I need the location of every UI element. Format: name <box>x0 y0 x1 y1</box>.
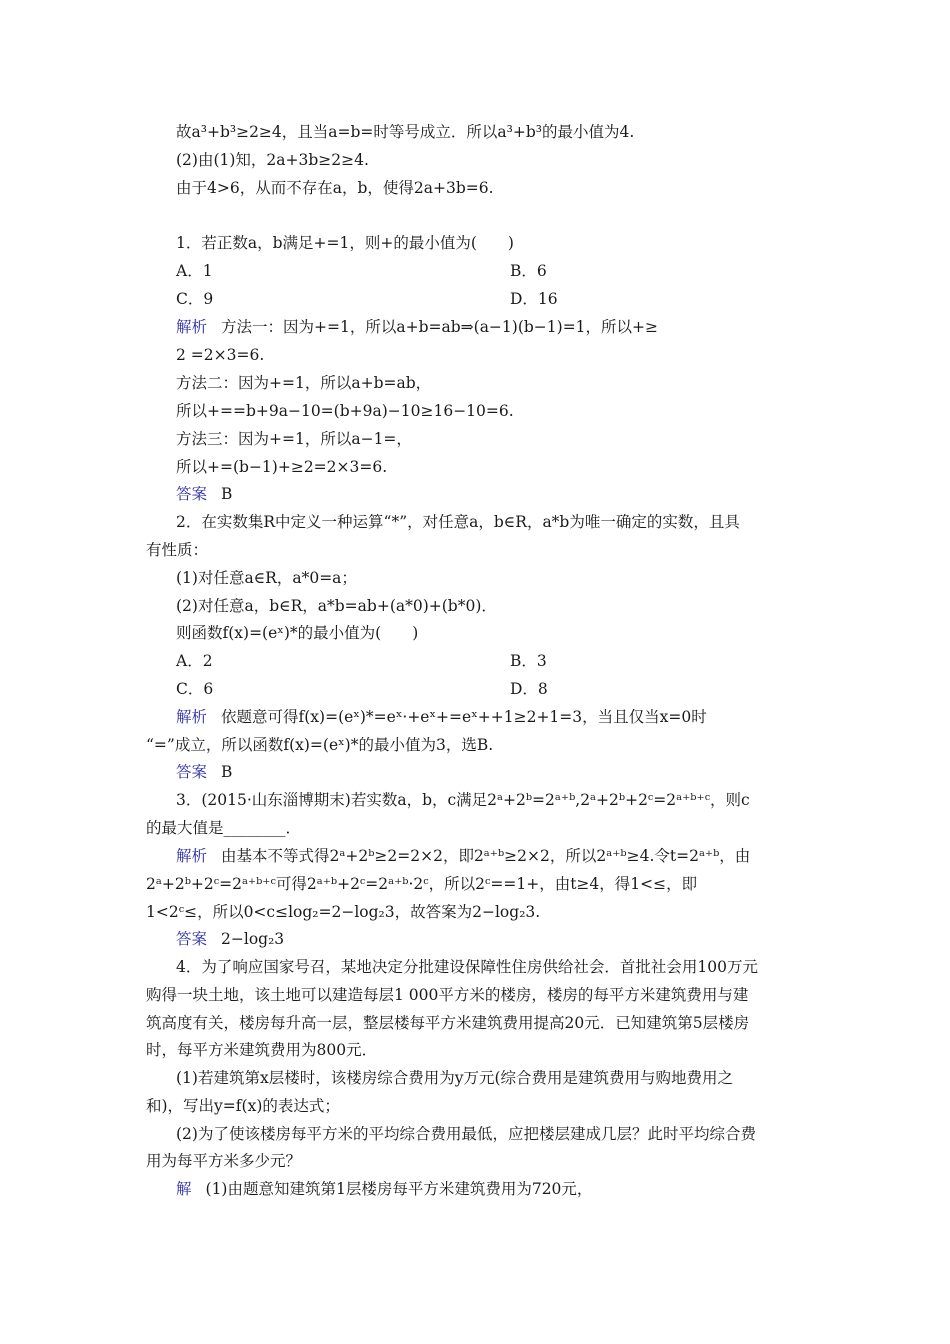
text-line: 1<2ᶜ≤，所以0<c≤log₂=2−log₂3，故答案为2−log₂3. <box>146 903 541 921</box>
text-line: (1)若建筑第x层楼时，该楼房综合费用为y万元(综合费用是建筑费用与购地费用之 <box>176 1069 734 1087</box>
answer-line <box>176 762 232 782</box>
question-2: 2．在实数集R中定义一种运算“*”，对任意a，b∈R，a*b为唯一确定的实数，且具 <box>176 513 740 531</box>
option-a: A．2 <box>176 652 213 670</box>
analysis-label: 解析 <box>176 708 208 726</box>
text-line: (2)对任意a，b∈R，a*b=ab+(a*0)+(b*0)． <box>176 597 497 615</box>
question-1: 1．若正数a，b满足+=1，则+的最小值为( ) <box>176 234 514 252</box>
text-line: 筑高度有关，楼房每升高一层，整层楼每平方米建筑费用提高20元．已知建筑第5层楼房 <box>146 1014 750 1032</box>
analysis-text: 方法一：因为+=1，所以a+b=ab⇒(a−1)(b−1)=1，所以+≥ <box>221 318 659 336</box>
analysis-label: 解析 <box>176 318 208 336</box>
text-line: (2)为了使该楼房每平方米的平均综合费用最低，应把楼层建成几层？此时平均综合费 <box>176 1125 756 1143</box>
option-b: B．3 <box>510 652 547 670</box>
question-4: 4．为了响应国家号召，某地决定分批建设保障性住房供给社会．首批社会用100万元 <box>176 958 758 976</box>
text-line: 的最大值是________． <box>146 819 302 837</box>
answer-label: 答案 <box>176 763 208 781</box>
text-line: 故a³+b³≥2≥4，且当a=b=时等号成立．所以a³+b³的最小值为4. <box>176 123 635 141</box>
text-line: 和)，写出y=f(x)的表达式； <box>146 1097 340 1115</box>
text-line: 由于4>6，从而不存在a，b，使得2a+3b=6. <box>176 179 494 197</box>
answer-text: B <box>221 485 233 503</box>
solution-line <box>176 1179 592 1199</box>
option-a: A．1 <box>176 262 213 280</box>
solution-text: (1)由题意知建筑第1层楼房每平方米建筑费用为720元， <box>205 1180 593 1198</box>
answer-line <box>176 929 284 949</box>
analysis-line <box>176 317 658 337</box>
text-line: 所以+==b+9a−10=(b+9a)−10≥16−10=6. <box>176 402 514 420</box>
analysis-label: 解析 <box>176 847 208 865</box>
option-c: C．9 <box>176 290 214 308</box>
answer-label: 答案 <box>176 930 208 948</box>
text-line: 方法三：因为+=1，所以a−1=， <box>176 430 412 448</box>
solution-label: 解 <box>176 1180 192 1198</box>
answer-line <box>176 484 232 504</box>
option-c: C．6 <box>176 680 214 698</box>
option-d: D．8 <box>510 680 548 698</box>
analysis-text: 由基本不等式得2ᵃ+2ᵇ≥2=2×2，即2ᵃ⁺ᵇ≥2×2，所以2ᵃ⁺ᵇ≥4.令t=2ᵃ⁺ᵇ，由 <box>221 847 751 865</box>
analysis-text: 依题意可得f(x)=(eˣ)*=eˣ·+eˣ+=eˣ++1≥2+1=3，当且仅当x=0时 <box>221 708 707 726</box>
text-line: 有性质： <box>146 541 209 559</box>
text-line: 2 =2×3=6. <box>176 346 265 364</box>
text-line: 时，每平方米建筑费用为800元． <box>146 1041 378 1059</box>
text-line: 用为每平方米多少元？ <box>146 1152 302 1170</box>
option-d: D．16 <box>510 290 558 308</box>
text-line: 方法二：因为+=1，所以a+b=ab， <box>176 374 432 392</box>
text-line: (1)对任意a∈R，a*0=a； <box>176 569 357 587</box>
answer-text: 2−log₂3 <box>221 930 285 948</box>
text-line: “=”成立，所以函数f(x)=(eˣ)*的最小值为3，选B. <box>146 736 494 754</box>
answer-label: 答案 <box>176 485 208 503</box>
text-line: 则函数f(x)=(eˣ)*的最小值为( ) <box>176 624 419 642</box>
text-line: 购得一块土地，该土地可以建造每层1 000平方米的楼房，楼房的每平方米建筑费用与建 <box>146 986 749 1004</box>
question-3: 3．(2015·山东淄博期末)若实数a，b，c满足2ᵃ+2ᵇ=2ᵃ⁺ᵇ,2ᵃ+2ᵇ+2ᶜ=2ᵃ⁺ᵇ⁺ᶜ，则c <box>176 791 750 809</box>
option-b: B．6 <box>510 262 547 280</box>
text-line: 所以+=(b−1)+≥2=2×3=6. <box>176 458 388 476</box>
text-line: (2)由(1)知，2a+3b≥2≥4. <box>176 151 369 169</box>
analysis-line <box>176 707 707 727</box>
analysis-line <box>176 846 750 866</box>
text-line: 2ᵃ+2ᵇ+2ᶜ=2ᵃ⁺ᵇ⁺ᶜ可得2ᵃ⁺ᵇ+2ᶜ=2ᵃ⁺ᵇ·2ᶜ，所以2ᶜ==1+，由t≥4，得1<≤，即 <box>146 875 698 893</box>
answer-text: B <box>221 763 233 781</box>
